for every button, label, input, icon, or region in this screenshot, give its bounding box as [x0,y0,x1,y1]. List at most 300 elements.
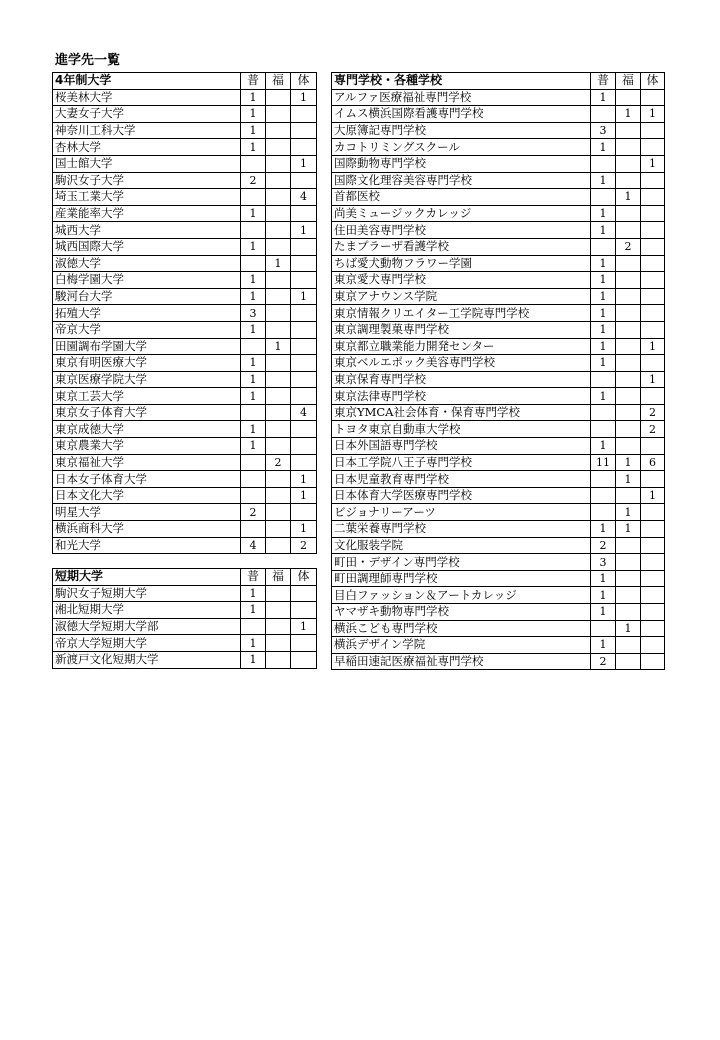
count-welfare [266,172,291,189]
count-pe: 1 [291,521,317,538]
count-pe [641,205,665,222]
school-name: 湘北短期大学 [53,602,241,619]
count-pe [291,602,317,619]
count-welfare: 1 [616,189,641,206]
count-pe [641,321,665,338]
count-pe: 2 [641,421,665,438]
count-pe [291,305,317,322]
count-welfare [616,305,641,322]
count-pe [641,189,665,206]
table-row [53,172,317,189]
table-row [332,305,665,322]
count-regular: 3 [591,554,616,571]
table-row [53,388,317,405]
count-welfare [616,537,641,554]
school-name: ちば愛犬動物フラワー学園 [332,255,591,272]
school-name: アルファ医療福祉専門学校 [332,89,591,106]
school-name: 帝京大学 [53,321,241,338]
count-pe [641,139,665,156]
count-regular [591,106,616,123]
count-regular [241,521,266,538]
count-pe: 1 [641,155,665,172]
school-name: 大妻女子大学 [53,106,241,123]
count-welfare [266,371,291,388]
table-row [332,504,665,521]
school-name: 帝京大学短期大学 [53,635,241,652]
count-pe [641,504,665,521]
count-pe [641,355,665,372]
count-welfare [616,421,641,438]
count-regular: 1 [591,338,616,355]
count-regular: 1 [591,172,616,189]
column-header: 福 [266,73,291,90]
count-welfare [266,404,291,421]
count-regular: 1 [241,89,266,106]
count-welfare [266,537,291,554]
count-regular [241,404,266,421]
school-name: 東京アナウンス学院 [332,288,591,305]
school-name: 拓殖大学 [53,305,241,322]
count-pe: 1 [291,155,317,172]
school-name: 東京保育専門学校 [332,371,591,388]
school-name: 明星大学 [53,504,241,521]
count-welfare [266,89,291,106]
school-name: ヤマザキ動物専門学校 [332,604,591,621]
count-regular: 1 [591,637,616,654]
table-row [53,454,317,471]
count-pe: 1 [291,89,317,106]
count-welfare [616,570,641,587]
count-welfare [266,355,291,372]
count-regular: 1 [241,371,266,388]
school-name: 東京成徳大学 [53,421,241,438]
table-row [332,272,665,289]
table-row [53,602,317,619]
table-row [53,421,317,438]
table-row [53,338,317,355]
count-pe [291,238,317,255]
school-name: 日本文化大学 [53,487,241,504]
table-row [332,454,665,471]
count-pe: 2 [291,537,317,554]
table-row [332,288,665,305]
school-name: 東京都立職業能力開発センター [332,338,591,355]
table-row [53,371,317,388]
count-welfare [266,651,291,668]
count-pe [641,238,665,255]
school-name: イムス横浜国際看護専門学校 [332,106,591,123]
table-row [332,222,665,239]
school-name: 横浜商科大学 [53,521,241,538]
count-regular: 1 [591,255,616,272]
vocational-school-table [331,72,665,670]
table-row [53,321,317,338]
table-row [332,537,665,554]
count-welfare [616,554,641,571]
table-row [332,155,665,172]
column-header: 体 [291,73,317,90]
table-row [53,305,317,322]
count-pe [291,355,317,372]
school-name: 東京医療学院大学 [53,371,241,388]
count-regular: 1 [241,122,266,139]
university-table [52,72,317,554]
count-pe [291,504,317,521]
count-regular: 2 [241,504,266,521]
table-header-row [53,569,317,586]
school-name: カコトリミングスクール [332,139,591,156]
page-title: 進学先一覧 [55,53,121,68]
table-row [53,205,317,222]
count-welfare [266,272,291,289]
school-name: 淑徳大学短期大学部 [53,618,241,635]
count-welfare [616,205,641,222]
count-welfare [616,122,641,139]
count-welfare [266,288,291,305]
table-row [53,106,317,123]
count-regular: 1 [591,205,616,222]
column-header: 普 [241,569,266,586]
count-pe [641,620,665,637]
table-row [53,404,317,421]
count-regular: 2 [241,172,266,189]
count-pe [641,521,665,538]
column-header: 体 [641,73,665,90]
table-row [332,421,665,438]
school-name: 和光大学 [53,537,241,554]
school-name: 神奈川工科大学 [53,122,241,139]
school-name: 文化服装学院 [332,537,591,554]
school-name: 横浜デザイン学院 [332,637,591,654]
count-welfare [616,587,641,604]
count-regular [241,471,266,488]
count-welfare [616,155,641,172]
count-regular [591,238,616,255]
table-row [332,471,665,488]
count-welfare [266,139,291,156]
count-welfare: 1 [616,471,641,488]
table-row [53,487,317,504]
table-row [332,388,665,405]
count-regular: 3 [241,305,266,322]
section-header: 専門学校・各種学校 [332,73,591,90]
school-name: 東京調理製菓専門学校 [332,321,591,338]
school-name: 日本女子体育大学 [53,471,241,488]
school-name: ビジョナリーアーツ [332,504,591,521]
column-header: 福 [616,73,641,90]
count-regular: 1 [591,570,616,587]
school-name: 東京農業大学 [53,438,241,455]
table-row [53,255,317,272]
count-welfare [616,653,641,670]
table-row [332,653,665,670]
count-pe [291,139,317,156]
count-welfare [266,155,291,172]
table-row [332,189,665,206]
count-welfare [266,122,291,139]
count-pe [641,255,665,272]
school-name: 町田調理師専門学校 [332,570,591,587]
section-header: 4年制大学 [53,73,241,90]
column-header: 普 [591,73,616,90]
count-welfare [266,321,291,338]
count-welfare [266,487,291,504]
count-welfare [616,487,641,504]
count-regular: 1 [591,521,616,538]
count-regular: 1 [591,587,616,604]
school-name: 国際文化理容美容専門学校 [332,172,591,189]
count-regular [591,155,616,172]
count-regular: 1 [241,438,266,455]
count-welfare [266,106,291,123]
table-row [53,139,317,156]
count-regular [591,471,616,488]
count-regular: 1 [241,355,266,372]
count-regular: 1 [591,222,616,239]
school-name: 東京有明医療大学 [53,355,241,372]
count-pe [641,89,665,106]
count-regular: 1 [241,651,266,668]
school-name: 横浜こども専門学校 [332,620,591,637]
count-pe [291,122,317,139]
count-pe [641,288,665,305]
school-name: 東京工芸大学 [53,388,241,405]
table-row [53,155,317,172]
school-name: トヨタ東京自動車大学校 [332,421,591,438]
school-name: 日本体育大学医療専門学校 [332,487,591,504]
table-row [332,321,665,338]
school-name: 日本工学院八王子専門学校 [332,454,591,471]
school-name: 住田美容専門学校 [332,222,591,239]
count-welfare [616,255,641,272]
count-regular: 1 [241,106,266,123]
count-welfare [616,89,641,106]
school-name: 新渡戸文化短期大学 [53,651,241,668]
school-name: 東京YMCA社会体育・保育専門学校 [332,404,591,421]
count-regular: 2 [591,537,616,554]
school-name: 町田・デザイン専門学校 [332,554,591,571]
count-welfare [266,585,291,602]
table-row [332,487,665,504]
count-pe [641,305,665,322]
count-pe [291,651,317,668]
count-pe [641,653,665,670]
count-pe [641,122,665,139]
count-regular: 4 [241,537,266,554]
count-pe [641,537,665,554]
count-regular: 11 [591,454,616,471]
count-pe [291,106,317,123]
school-name: 早稲田速記医療福祉専門学校 [332,653,591,670]
count-pe: 4 [291,189,317,206]
count-pe [641,172,665,189]
table-row [332,238,665,255]
count-welfare: 1 [616,504,641,521]
school-name: 城西大学 [53,222,241,239]
school-name: 大原簿記専門学校 [332,122,591,139]
table-row [332,205,665,222]
count-regular [241,618,266,635]
table-row [53,521,317,538]
table-row [53,355,317,372]
count-pe [291,635,317,652]
count-welfare [266,205,291,222]
count-regular: 1 [241,635,266,652]
table-row [332,587,665,604]
count-regular: 1 [241,272,266,289]
school-name: 東京情報クリエイター工学院専門学校 [332,305,591,322]
count-welfare [266,635,291,652]
count-welfare [266,602,291,619]
table-row [332,554,665,571]
school-name: 東京法律専門学校 [332,388,591,405]
school-name: 白梅学園大学 [53,272,241,289]
table-row [332,521,665,538]
count-welfare: 1 [616,106,641,123]
count-welfare [616,404,641,421]
school-name: 東京愛犬専門学校 [332,272,591,289]
count-regular: 1 [241,421,266,438]
count-welfare [266,471,291,488]
table-row [332,106,665,123]
count-regular: 1 [591,288,616,305]
table-row [332,371,665,388]
table-row [53,122,317,139]
count-pe [291,388,317,405]
section-header: 短期大学 [53,569,241,586]
count-pe [291,172,317,189]
count-regular: 2 [591,653,616,670]
count-welfare: 1 [616,620,641,637]
count-pe: 2 [641,404,665,421]
count-regular: 1 [591,89,616,106]
table-row [53,89,317,106]
table-row [332,637,665,654]
school-name: 産業能率大学 [53,205,241,222]
table-row [53,272,317,289]
count-pe [291,585,317,602]
count-pe [291,321,317,338]
table-row [53,537,317,554]
count-regular [241,155,266,172]
count-regular: 3 [591,122,616,139]
count-regular: 1 [591,604,616,621]
table-row [332,604,665,621]
school-name: 国際動物専門学校 [332,155,591,172]
table-header-row [332,73,665,90]
count-pe [641,388,665,405]
count-welfare: 1 [266,338,291,355]
count-regular: 1 [591,321,616,338]
school-name: 尚美ミュージックカレッジ [332,205,591,222]
count-welfare: 1 [266,255,291,272]
school-name: 駒沢女子大学 [53,172,241,189]
count-welfare [616,222,641,239]
count-regular: 1 [591,438,616,455]
count-pe [641,272,665,289]
table-row [332,89,665,106]
school-name: 城西国際大学 [53,238,241,255]
count-welfare [266,521,291,538]
count-welfare [616,272,641,289]
count-regular [591,504,616,521]
count-welfare [266,421,291,438]
table-row [53,504,317,521]
count-welfare: 2 [266,454,291,471]
table-row [53,189,317,206]
table-header-row [53,73,317,90]
table-row [332,438,665,455]
count-regular [241,338,266,355]
table-row [332,255,665,272]
count-welfare [616,438,641,455]
count-pe [641,604,665,621]
count-welfare: 1 [616,521,641,538]
table-row [53,635,317,652]
school-name: 二葉栄養専門学校 [332,521,591,538]
count-pe [641,222,665,239]
count-pe: 1 [641,371,665,388]
count-regular: 1 [591,305,616,322]
table-row [53,222,317,239]
count-pe [291,454,317,471]
count-pe [641,637,665,654]
table-row [332,172,665,189]
junior-college-table [52,568,317,669]
table-row [53,288,317,305]
count-regular [591,404,616,421]
count-welfare [266,189,291,206]
table-row [332,355,665,372]
school-name: 国士館大学 [53,155,241,172]
count-pe [641,570,665,587]
school-name: 首都医校 [332,189,591,206]
count-regular [591,189,616,206]
count-welfare [616,321,641,338]
count-pe: 1 [291,288,317,305]
count-welfare [616,288,641,305]
table-row [332,620,665,637]
count-pe: 1 [641,106,665,123]
school-name: 杏林大学 [53,139,241,156]
count-regular [241,222,266,239]
school-name: 桜美林大学 [53,89,241,106]
table-row [53,651,317,668]
count-welfare [616,338,641,355]
count-pe: 1 [641,338,665,355]
count-pe [291,255,317,272]
table-row [332,570,665,587]
count-welfare [266,618,291,635]
count-regular: 1 [241,585,266,602]
count-pe [291,338,317,355]
count-pe [291,205,317,222]
count-pe [641,438,665,455]
count-welfare [616,637,641,654]
count-regular: 1 [591,388,616,405]
count-welfare [616,139,641,156]
table-row [53,438,317,455]
count-pe [291,371,317,388]
count-pe: 1 [641,487,665,504]
school-name: 東京女子体育大学 [53,404,241,421]
table-row [53,585,317,602]
count-regular [591,487,616,504]
count-regular [241,454,266,471]
count-welfare: 2 [616,238,641,255]
count-regular: 1 [241,321,266,338]
count-pe: 1 [291,487,317,504]
